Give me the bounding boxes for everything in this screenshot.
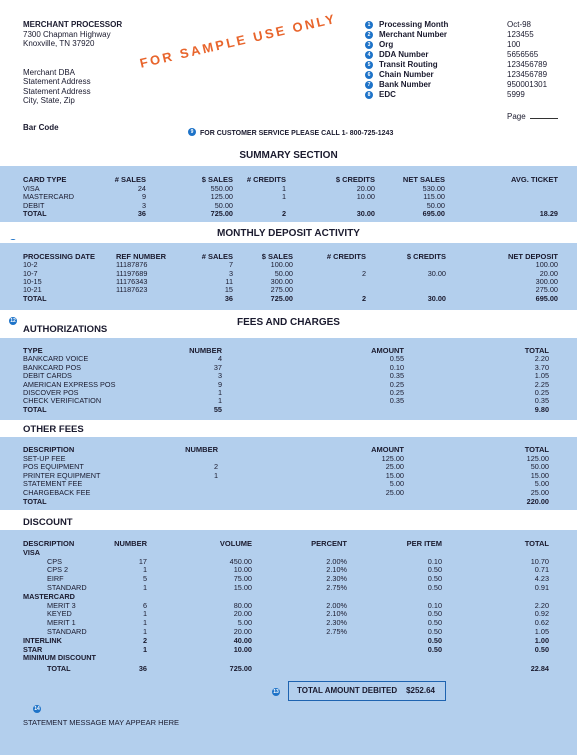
discount-cell: 22.84 xyxy=(530,664,549,674)
summary-cell: 550.00 xyxy=(210,183,233,193)
auth-cell: AMOUNT xyxy=(371,346,404,355)
discount-cell: 0.71 xyxy=(534,565,549,575)
auth-cell: 3.70 xyxy=(534,362,549,372)
discount-cell: 2.30% xyxy=(326,618,347,628)
badge-13: 13 xyxy=(273,689,279,695)
discount-row xyxy=(0,627,577,636)
deposit-cell: 275.00 xyxy=(270,285,293,295)
badge-4: 4 xyxy=(365,51,373,59)
account-field-2 xyxy=(365,30,565,40)
discount-cell: 80.00 xyxy=(233,600,252,610)
summary-cell: NET SALES xyxy=(402,175,445,184)
summary-cell: 1 xyxy=(281,192,286,201)
deposit-cell: 7 xyxy=(228,260,233,270)
discount-row xyxy=(0,618,577,627)
auth-cell: 2.25 xyxy=(534,379,549,389)
other-fees-title: OTHER FEES xyxy=(23,424,84,435)
summary-cell: 530.00 xyxy=(422,183,445,193)
deposit-cell: 275.00 xyxy=(535,285,558,295)
discount-cell: STANDARD xyxy=(47,583,87,592)
processor-address xyxy=(23,20,122,106)
auth-cell: 55 xyxy=(213,404,222,414)
account-field-3 xyxy=(365,40,565,50)
deposit-cell: 2 xyxy=(361,268,366,278)
other-fees-cell: 25.00 xyxy=(530,488,549,497)
badge-8: 8 xyxy=(365,91,373,99)
summary-cell: 10.00 xyxy=(356,192,375,201)
summary-cell: 50.00 xyxy=(214,200,233,210)
auth-cell: 1 xyxy=(217,388,222,397)
bar-code: Bar Code xyxy=(23,123,59,132)
auth-cell: 0.25 xyxy=(389,388,404,397)
discount-cell: 0.50 xyxy=(427,644,442,654)
discount-cell: 2.10% xyxy=(326,609,347,619)
summary-cell: 9 xyxy=(141,192,146,201)
discount-cell: 5.00 xyxy=(237,618,252,628)
discount-row xyxy=(0,653,577,662)
other-fees-cell: POS EQUIPMENT xyxy=(23,462,84,472)
sample-watermark: FOR SAMPLE USE ONLY xyxy=(138,10,339,71)
other-fees-cell: 5.00 xyxy=(389,479,404,489)
other-fees-cell: CHARGEBACK FEE xyxy=(23,488,91,497)
discount-cell: 1 xyxy=(142,609,147,619)
other-fees-cell: 1 xyxy=(213,470,218,480)
deposit-cell: 11176343 xyxy=(116,276,148,286)
discount-cell: 1.00 xyxy=(534,635,549,645)
account-field-label: Merchant Number xyxy=(379,30,448,39)
summary-title: SUMMARY SECTION xyxy=(0,150,577,161)
merchant-address-2: Statement Address xyxy=(23,86,91,96)
auth-cell: TOTAL xyxy=(23,404,47,414)
auth-cell: 0.25 xyxy=(389,379,404,389)
badge-2: 2 xyxy=(365,31,373,39)
account-field-4 xyxy=(365,50,565,60)
discount-row xyxy=(0,557,577,566)
discount-cell: 0.50 xyxy=(427,565,442,575)
discount-cell: 2.75% xyxy=(326,583,347,592)
page-number xyxy=(507,112,558,121)
auth-cell: 9 xyxy=(217,379,222,389)
deposit-cell: 20.00 xyxy=(539,268,558,278)
deposit-cell: 2 xyxy=(361,293,366,303)
auth-cell: 1.05 xyxy=(534,371,549,381)
auth-cell: 4 xyxy=(217,354,222,364)
discount-cell: 725.00 xyxy=(229,664,252,674)
summary-cell: 50.00 xyxy=(426,200,445,210)
badge-9: 9 xyxy=(188,128,196,136)
discount-cell: 0.10 xyxy=(427,556,442,566)
processor-street: 7300 Chapman Highway xyxy=(23,29,111,39)
discount-header-row xyxy=(0,539,577,548)
discount-cell: VISA xyxy=(23,547,41,557)
discount-row xyxy=(0,574,577,583)
discount-cell: 40.00 xyxy=(233,635,252,645)
discount-cell: 20.00 xyxy=(233,627,252,636)
deposit-cell: 50.00 xyxy=(274,268,293,278)
processor-city: Knoxville, TN 37920 xyxy=(23,39,95,48)
discount-title: DISCOUNT xyxy=(23,517,73,528)
summary-cell: # SALES xyxy=(114,175,146,184)
discount-cell: STAR xyxy=(23,644,43,654)
auth-cell: 37 xyxy=(213,362,222,372)
other-fees-cell: 220.00 xyxy=(526,496,549,506)
account-field-5 xyxy=(365,60,565,70)
discount-cell: INTERLINK xyxy=(23,635,62,645)
other-fees-cell: 25.00 xyxy=(385,488,404,497)
auth-cell: TYPE xyxy=(23,346,43,355)
summary-cell: DEBIT xyxy=(23,200,45,210)
account-field-label: EDC xyxy=(379,90,396,99)
badge-7: 7 xyxy=(365,81,373,89)
discount-row xyxy=(0,565,577,574)
deposit-cell: # SALES xyxy=(201,252,233,261)
auth-cell: NUMBER xyxy=(189,346,222,355)
summary-cell: TOTAL xyxy=(23,209,47,218)
account-field-value: 123456789 xyxy=(507,70,548,79)
deposit-cell: 10-7 xyxy=(23,268,38,278)
other-fees-total-row xyxy=(0,497,577,506)
discount-row xyxy=(0,548,577,557)
processor-name: MERCHANT PROCESSOR xyxy=(23,20,123,29)
discount-cell: 1 xyxy=(142,644,147,654)
discount-cell: 1 xyxy=(142,565,147,575)
badge-1: 1 xyxy=(365,21,373,29)
discount-cell: 1 xyxy=(142,627,147,636)
discount-row xyxy=(0,664,577,673)
badge-14: 14 xyxy=(34,706,40,712)
discount-cell: 6 xyxy=(142,600,147,610)
other-fees-cell: 2 xyxy=(213,462,218,472)
discount-cell: 1.05 xyxy=(534,627,549,636)
discount-cell: 0.50 xyxy=(427,574,442,584)
deposit-cell: NET DEPOSIT xyxy=(507,252,558,261)
summary-cell: 24 xyxy=(137,183,146,193)
other-fees-cell: 50.00 xyxy=(530,462,549,472)
discount-cell: 4.23 xyxy=(534,574,549,584)
discount-row xyxy=(0,636,577,645)
discount-cell: 10.70 xyxy=(530,556,549,566)
summary-cell: AVG. TICKET xyxy=(511,175,558,184)
account-field-7 xyxy=(365,80,565,90)
other-fees-cell: SET-UP FEE xyxy=(23,453,66,463)
summary-cell: $ SALES xyxy=(201,175,233,184)
discount-cell: 36 xyxy=(138,664,147,674)
summary-total-row xyxy=(0,209,577,218)
statement-message: STATEMENT MESSAGE MAY APPEAR HERE xyxy=(23,718,180,727)
other-fees-cell: 15.00 xyxy=(385,470,404,480)
other-fees-cell: AMOUNT xyxy=(371,445,404,454)
deposit-cell: TOTAL xyxy=(23,293,47,303)
other-fees-cell: TOTAL xyxy=(23,496,47,506)
auth-cell: 2.20 xyxy=(534,354,549,364)
deposit-cell: 11 xyxy=(225,276,233,286)
deposit-cell: 695.00 xyxy=(535,293,558,303)
summary-cell: # CREDITS xyxy=(246,175,286,184)
account-field-value: 100 xyxy=(507,40,521,49)
account-field-label: Org xyxy=(379,40,394,49)
auth-cell: DEBIT CARDS xyxy=(23,371,72,381)
badge-3: 3 xyxy=(365,41,373,49)
discount-cell: MERIT 1 xyxy=(47,618,76,628)
authorizations-title: AUTHORIZATIONS xyxy=(23,324,108,335)
discount-cell: PERCENT xyxy=(311,539,347,548)
total-amount-value: $252.64 xyxy=(406,686,435,695)
discount-cell: KEYED xyxy=(47,609,72,619)
discount-cell: 0.50 xyxy=(427,583,442,592)
merchant-dba: Merchant DBA xyxy=(23,67,76,77)
deposit-total-row xyxy=(0,294,577,303)
deposit-cell: 11187623 xyxy=(116,285,148,295)
discount-cell: 10.00 xyxy=(233,565,252,575)
discount-cell: MASTERCARD xyxy=(23,591,75,601)
other-fees-cell: DESCRIPTION xyxy=(23,445,75,454)
discount-cell: 20.00 xyxy=(233,609,252,619)
deposit-title: MONTHLY DEPOSIT ACTIVITY xyxy=(0,228,577,239)
discount-cell: MINIMUM DISCOUNT xyxy=(23,653,96,663)
account-info xyxy=(365,20,565,100)
discount-cell: DESCRIPTION xyxy=(23,539,75,548)
other-fees-cell: 25.00 xyxy=(385,462,404,472)
auth-cell: CHECK VERIFICATION xyxy=(23,396,102,406)
badge-6: 6 xyxy=(365,71,373,79)
auth-cell: 0.35 xyxy=(389,396,404,406)
discount-cell: MERIT 3 xyxy=(47,600,76,610)
discount-cell: 0.91 xyxy=(534,583,549,592)
discount-cell: 450.00 xyxy=(229,556,252,566)
auth-cell: 0.35 xyxy=(389,371,404,381)
account-field-value: 123455 xyxy=(507,30,534,39)
discount-cell: 5 xyxy=(142,574,147,584)
summary-cell: 20.00 xyxy=(356,183,375,193)
discount-cell: 0.50 xyxy=(534,644,549,654)
discount-row xyxy=(0,609,577,618)
summary-cell: 695.00 xyxy=(422,209,445,218)
fees-title: FEES AND CHARGES xyxy=(237,317,340,328)
account-field-value: 5999 xyxy=(507,90,525,99)
discount-cell: CPS 2 xyxy=(47,565,69,575)
summary-cell: 2 xyxy=(281,209,286,218)
auth-cell: 0.35 xyxy=(534,396,549,406)
summary-cell: 725.00 xyxy=(210,209,233,218)
discount-cell: 2.00% xyxy=(326,600,347,610)
discount-cell: STANDARD xyxy=(47,627,87,636)
account-field-label: Bank Number xyxy=(379,80,432,89)
other-fees-cell: TOTAL xyxy=(524,445,549,454)
discount-cell: 0.50 xyxy=(427,609,442,619)
customer-service xyxy=(188,129,393,137)
discount-cell: 0.50 xyxy=(427,635,442,645)
badge-12: 12 xyxy=(10,318,16,324)
account-field-label: DDA Number xyxy=(379,50,429,59)
account-field-8 xyxy=(365,90,565,100)
auth-cell: BANKCARD POS xyxy=(23,362,81,372)
account-field-1 xyxy=(365,20,565,30)
deposit-cell: 11187876 xyxy=(116,260,148,270)
discount-cell: EIRF xyxy=(47,574,64,584)
account-field-6 xyxy=(365,70,565,80)
deposit-cell: 3 xyxy=(228,268,233,278)
discount-cell: 10.00 xyxy=(233,644,252,654)
deposit-cell: 11197689 xyxy=(116,268,148,278)
deposit-cell: $ CREDITS xyxy=(406,252,446,261)
other-fees-cell: NUMBER xyxy=(185,445,218,454)
deposit-cell: 300.00 xyxy=(535,276,558,286)
discount-cell: 0.62 xyxy=(534,618,549,628)
deposit-cell: 300.00 xyxy=(270,276,293,286)
total-amount-box xyxy=(288,681,446,701)
auth-cell: 1 xyxy=(217,396,222,406)
discount-cell: 17 xyxy=(138,556,147,566)
discount-cell: 2.10% xyxy=(326,565,347,575)
merchant-address-1: Statement Address xyxy=(23,77,91,86)
account-field-value: Oct-98 xyxy=(507,20,532,29)
summary-cell: CARD TYPE xyxy=(23,175,67,184)
deposit-cell: 10-21 xyxy=(23,285,42,295)
page-number-line xyxy=(530,118,558,119)
auth-cell: 3 xyxy=(217,371,222,381)
discount-cell: VOLUME xyxy=(219,539,252,548)
account-field-value: 123456789 xyxy=(507,60,548,69)
discount-row xyxy=(0,583,577,592)
discount-cell: 2 xyxy=(142,635,147,645)
auth-cell: 0.55 xyxy=(389,354,404,364)
deposit-cell: 30.00 xyxy=(427,293,446,303)
auth-cell: TOTAL xyxy=(524,346,549,355)
deposit-cell: # CREDITS xyxy=(326,252,366,261)
discount-row xyxy=(0,645,577,654)
other-fees-cell: 125.00 xyxy=(381,453,404,463)
summary-cell: VISA xyxy=(23,183,40,193)
summary-cell: MASTERCARD xyxy=(23,192,75,201)
discount-cell: 0.50 xyxy=(427,627,442,636)
other-fees-cell: 15.00 xyxy=(530,470,549,480)
auth-total-row xyxy=(0,405,577,414)
summary-cell: 125.00 xyxy=(210,192,233,201)
account-field-value: 950001301 xyxy=(507,80,548,89)
page-label: Page xyxy=(507,112,526,121)
other-fees-cell: 125.00 xyxy=(526,453,549,463)
deposit-cell: 30.00 xyxy=(427,268,446,278)
account-field-label: Chain Number xyxy=(379,70,434,79)
auth-cell: DISCOVER POS xyxy=(23,388,79,397)
discount-cell: TOTAL xyxy=(47,664,71,674)
discount-cell: 0.10 xyxy=(427,600,442,610)
discount-cell: NUMBER xyxy=(114,539,147,548)
discount-cell: 2.00% xyxy=(326,556,347,566)
auth-cell: 0.25 xyxy=(534,388,549,397)
deposit-cell: 10-2 xyxy=(23,260,38,270)
deposit-cell: 100.00 xyxy=(270,260,293,270)
customer-service-text: FOR CUSTOMER SERVICE PLEASE CALL 1- 800-725-1243 xyxy=(200,129,394,137)
total-amount-label: TOTAL AMOUNT DEBITED xyxy=(297,686,398,695)
discount-cell: 2.20 xyxy=(534,600,549,610)
deposit-cell: REF NUMBER xyxy=(116,252,166,261)
discount-cell: 2.30% xyxy=(326,574,347,584)
summary-cell: 18.29 xyxy=(539,209,558,218)
discount-cell: CPS xyxy=(47,556,63,566)
discount-cell: 0.92 xyxy=(534,609,549,619)
deposit-cell: PROCESSING DATE xyxy=(23,252,95,261)
merchant-city: City, State, Zip xyxy=(23,96,75,105)
discount-cell: 2.75% xyxy=(326,627,347,636)
account-field-label: Processing Month xyxy=(379,20,449,29)
discount-row xyxy=(0,592,577,601)
discount-row xyxy=(0,601,577,610)
account-field-label: Transit Routing xyxy=(379,60,438,69)
other-fees-cell: 5.00 xyxy=(534,479,549,489)
summary-cell: $ CREDITS xyxy=(335,175,375,184)
deposit-cell: 100.00 xyxy=(535,260,558,270)
summary-cell: 36 xyxy=(137,209,146,218)
deposit-cell: 15 xyxy=(224,285,233,295)
summary-cell: 3 xyxy=(141,200,146,210)
auth-cell: 0.10 xyxy=(389,362,404,372)
discount-cell: TOTAL xyxy=(524,539,549,548)
discount-cell: PER ITEM xyxy=(406,539,442,548)
deposit-cell: 725.00 xyxy=(270,293,293,303)
summary-cell: 115.00 xyxy=(423,192,445,201)
auth-cell: 9.80 xyxy=(534,404,549,414)
account-field-value: 5656565 xyxy=(507,50,539,59)
discount-cell: 75.00 xyxy=(233,574,252,584)
discount-cell: 1 xyxy=(142,583,147,592)
discount-cell: 1 xyxy=(142,618,147,628)
deposit-cell: 10-15 xyxy=(23,276,42,286)
deposit-cell: $ SALES xyxy=(261,252,293,261)
summary-cell: 1 xyxy=(281,183,286,193)
other-fees-cell: STATEMENT FEE xyxy=(23,479,83,489)
discount-cell: 0.50 xyxy=(427,618,442,628)
other-fees-cell: PRINTER EQUIPMENT xyxy=(23,470,101,480)
deposit-cell: 36 xyxy=(224,293,233,303)
auth-cell: AMERICAN EXPRESS POS xyxy=(23,379,116,389)
discount-cell: 15.00 xyxy=(233,583,252,592)
summary-cell: 30.00 xyxy=(356,209,375,218)
auth-cell: BANKCARD VOICE xyxy=(23,354,89,364)
badge-5: 5 xyxy=(365,61,373,69)
